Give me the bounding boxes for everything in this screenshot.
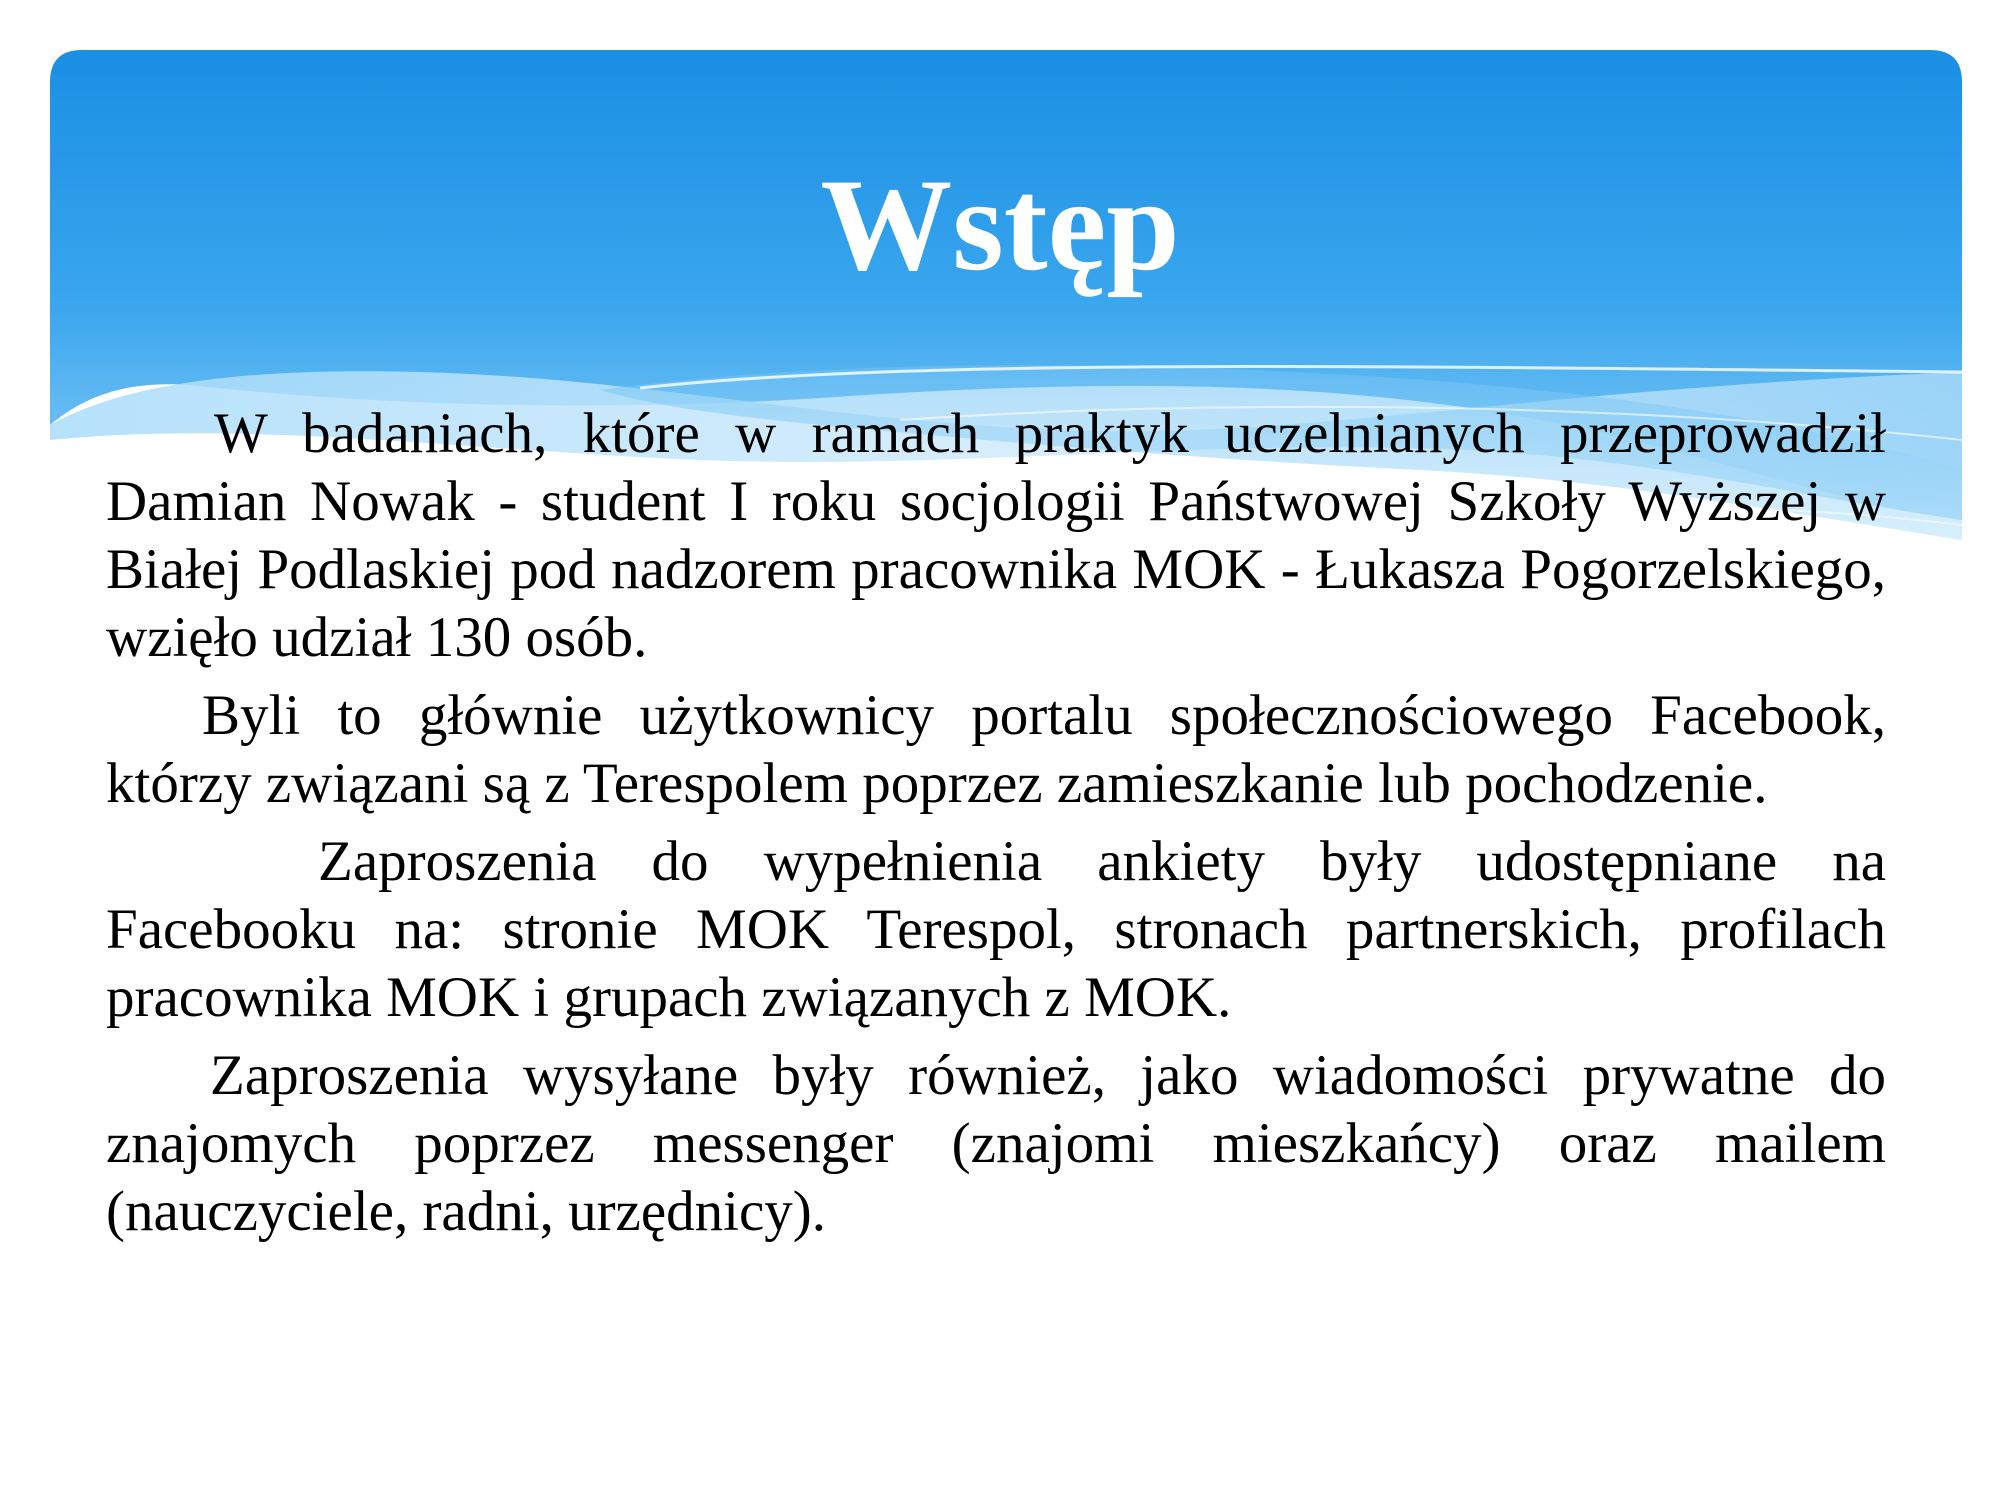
paragraph-3: Zaproszenia do wypełnienia ankiety były udostępniane na Facebooku na: stronie MOK Terespol, stronach partnerskich, profilach pracownika MOK i grupach związanych z MOK. [106,830,1886,1029]
paragraph-2: Byli to głównie użytkownicy portalu społecznościowego Facebook, którzy związani są z Terespolem poprzez zamieszkanie lub pochodzenie. [106,684,1886,815]
slide-title: Wstęp [820,151,1180,298]
paragraph-1: W badaniach, które w ramach praktyk uczelnianych przeprowadził Damian Nowak - student I roku socjologii Państwowej Szkoły Wyższej w Białej Podlaskiej pod nadzorem pracownika MOK - Łukasza Pogorzelskiego, wzięło udział 130 osób. [106,402,1886,669]
slide-body [106,400,1886,1256]
paragraph-4: Zaproszenia wysyłane były również, jako wiadomości prywatne do znajomych poprzez messenger (znajomi mieszkańcy) oraz mailem (nauczyciele, radni, urzędnicy). [106,1044,1886,1243]
